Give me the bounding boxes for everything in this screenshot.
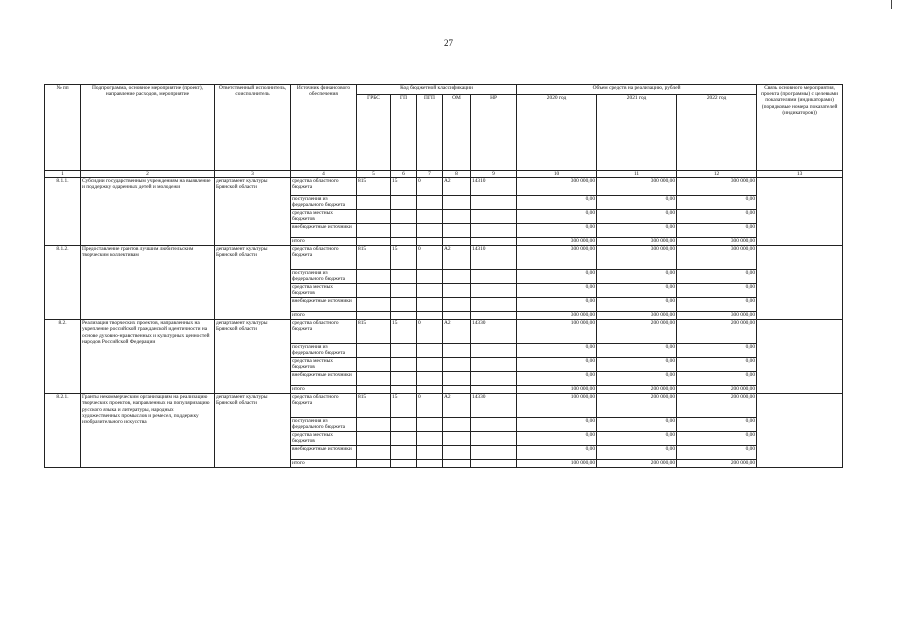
amount-2022: 0,00 <box>677 298 757 312</box>
header-pgp: ПГП <box>417 95 443 171</box>
source-label: поступления из федерального бюджета <box>291 196 357 210</box>
code-om <box>443 386 471 394</box>
code-pgp <box>417 238 443 246</box>
amount-2020: 100 000,00 <box>517 460 597 468</box>
code-om <box>443 196 471 210</box>
code-nr <box>471 372 517 386</box>
code-pgp <box>417 224 443 238</box>
code-grbs <box>357 210 391 224</box>
code-gp <box>391 344 417 358</box>
source-label: средства областного бюджета <box>291 320 357 344</box>
code-grbs <box>357 312 391 320</box>
code-gp <box>391 210 417 224</box>
code-gp: 15 <box>391 320 417 344</box>
amount-2020: 0,00 <box>517 372 597 386</box>
column-number: 9 <box>471 171 517 178</box>
amount-2022: 200 000,00 <box>677 394 757 418</box>
code-nr <box>471 238 517 246</box>
indicator-link <box>757 178 843 246</box>
source-label: поступления из федерального бюджета <box>291 418 357 432</box>
header-gp: ГП <box>391 95 417 171</box>
amount-2020: 0,00 <box>517 432 597 446</box>
item-name: Гранты некоммерческим организациям на реализацию творческих проектов, направленных на популяризацию русского языка и литературы, народных художественных промыслов и ремесел, поддержку изобразительного искусства <box>81 394 215 468</box>
code-grbs <box>357 418 391 432</box>
amount-2022: 0,00 <box>677 210 757 224</box>
code-gp <box>391 312 417 320</box>
item-name: Предоставление грантов лучшим любительским творческим коллективам <box>81 246 215 320</box>
code-nr <box>471 312 517 320</box>
code-gp <box>391 270 417 284</box>
code-grbs <box>357 386 391 394</box>
code-pgp <box>417 196 443 210</box>
amount-2022: 0,00 <box>677 446 757 460</box>
code-nr <box>471 432 517 446</box>
column-number: 11 <box>597 171 677 178</box>
source-label: поступления из федерального бюджета <box>291 344 357 358</box>
code-om <box>443 446 471 460</box>
code-pgp <box>417 386 443 394</box>
code-pgp <box>417 210 443 224</box>
code-grbs <box>357 196 391 210</box>
amount-2022: 0,00 <box>677 372 757 386</box>
source-label: внебюджетные источники <box>291 446 357 460</box>
source-row <box>45 246 843 270</box>
indicator-link <box>757 246 843 320</box>
amount-2020: 0,00 <box>517 196 597 210</box>
amount-2022: 300 000,00 <box>677 238 757 246</box>
amount-2021: 200 000,00 <box>597 394 677 418</box>
amount-2021: 0,00 <box>597 298 677 312</box>
amount-2020: 0,00 <box>517 224 597 238</box>
amount-2020: 0,00 <box>517 418 597 432</box>
code-pgp <box>417 372 443 386</box>
code-om: А2 <box>443 178 471 196</box>
source-label: внебюджетные источники <box>291 224 357 238</box>
source-label: средства местных бюджетов <box>291 432 357 446</box>
amount-2022: 300 000,00 <box>677 246 757 270</box>
code-grbs: 815 <box>357 320 391 344</box>
amount-2020: 0,00 <box>517 270 597 284</box>
item-number: 8.2.1. <box>45 394 81 468</box>
column-number: 10 <box>517 171 597 178</box>
header-nr: НР <box>471 95 517 171</box>
code-nr <box>471 446 517 460</box>
column-number: 5 <box>357 171 391 178</box>
amount-2022: 300 000,00 <box>677 178 757 196</box>
amount-2021: 300 000,00 <box>597 312 677 320</box>
code-nr <box>471 284 517 298</box>
code-pgp <box>417 432 443 446</box>
source-row <box>45 320 843 344</box>
item-name: Реализация творческих проектов, направленных на укрепление российской гражданской идентичности на основе духовно-нравственных и культурных ценностей народов Российской Федерации <box>81 320 215 394</box>
amount-2022: 0,00 <box>677 196 757 210</box>
code-nr <box>471 270 517 284</box>
header-om: ОМ <box>443 95 471 171</box>
code-gp <box>391 284 417 298</box>
header-link: Связь основного мероприятия, проекта (программы) с целевыми показателями (индикаторами) (порядковые номера показателей (индикаторов)) <box>757 85 843 171</box>
code-om: А2 <box>443 246 471 270</box>
code-gp <box>391 432 417 446</box>
code-gp <box>391 372 417 386</box>
code-gp <box>391 238 417 246</box>
code-om <box>443 210 471 224</box>
code-nr <box>471 210 517 224</box>
amount-2021: 0,00 <box>597 344 677 358</box>
item-name: Субсидии государственным учреждениям на выявление и поддержку одаренных детей и молодежи <box>81 178 215 246</box>
code-nr <box>471 460 517 468</box>
source-row <box>45 394 843 418</box>
source-label: итого <box>291 460 357 468</box>
column-number: 12 <box>677 171 757 178</box>
code-om <box>443 418 471 432</box>
column-number: 6 <box>391 171 417 178</box>
amount-2020: 100 000,00 <box>517 320 597 344</box>
code-pgp <box>417 358 443 372</box>
code-nr: 14310 <box>471 178 517 196</box>
code-pgp <box>417 284 443 298</box>
source-label: средства местных бюджетов <box>291 284 357 298</box>
amount-2021: 0,00 <box>597 432 677 446</box>
code-grbs <box>357 460 391 468</box>
code-pgp <box>417 298 443 312</box>
code-gp <box>391 298 417 312</box>
code-nr: 14330 <box>471 394 517 418</box>
column-number: 8 <box>443 171 471 178</box>
column-number: 3 <box>215 171 291 178</box>
amount-2021: 300 000,00 <box>597 238 677 246</box>
amount-2020: 100 000,00 <box>517 386 597 394</box>
source-label: средства местных бюджетов <box>291 358 357 372</box>
code-gp <box>391 446 417 460</box>
code-grbs <box>357 270 391 284</box>
budget-table <box>44 84 843 468</box>
code-om <box>443 344 471 358</box>
code-om <box>443 432 471 446</box>
header-budget-code: Код бюджетной классификации <box>357 85 517 95</box>
amount-2022: 200 000,00 <box>677 460 757 468</box>
amount-2022: 0,00 <box>677 284 757 298</box>
amount-2020: 0,00 <box>517 284 597 298</box>
amount-2021: 0,00 <box>597 196 677 210</box>
source-label: внебюджетные источники <box>291 372 357 386</box>
item-responsible: департамент культуры Брянской области <box>215 246 291 320</box>
amount-2021: 0,00 <box>597 446 677 460</box>
source-label: поступления из федерального бюджета <box>291 270 357 284</box>
code-om <box>443 460 471 468</box>
header-2021: 2021 год <box>597 95 677 171</box>
amount-2020: 300 000,00 <box>517 178 597 196</box>
item-responsible: департамент культуры Брянской области <box>215 394 291 468</box>
item-number: 8.1.1. <box>45 178 81 246</box>
code-om: А2 <box>443 320 471 344</box>
source-label: средства областного бюджета <box>291 394 357 418</box>
code-gp: 15 <box>391 178 417 196</box>
code-nr <box>471 344 517 358</box>
page-number: 27 <box>444 38 453 48</box>
amount-2021: 0,00 <box>597 358 677 372</box>
code-pgp: 0 <box>417 320 443 344</box>
code-gp: 15 <box>391 394 417 418</box>
code-pgp <box>417 312 443 320</box>
amount-2021: 200 000,00 <box>597 460 677 468</box>
code-nr <box>471 196 517 210</box>
header-source: Источник финансового обеспечения <box>291 85 357 171</box>
code-grbs <box>357 224 391 238</box>
amount-2020: 0,00 <box>517 298 597 312</box>
code-om <box>443 312 471 320</box>
code-nr <box>471 418 517 432</box>
item-number: 8.1.2. <box>45 246 81 320</box>
table-body <box>45 178 843 468</box>
column-number-row <box>45 171 843 178</box>
amount-2020: 100 000,00 <box>517 394 597 418</box>
indicator-link <box>757 394 843 468</box>
amount-2020: 0,00 <box>517 446 597 460</box>
code-grbs <box>357 358 391 372</box>
amount-2021: 0,00 <box>597 270 677 284</box>
amount-2022: 0,00 <box>677 270 757 284</box>
header-2022: 2022 год <box>677 95 757 171</box>
header-amount: Объем средств на реализацию, рублей <box>517 85 757 95</box>
code-nr: 14310 <box>471 246 517 270</box>
code-grbs <box>357 432 391 446</box>
code-grbs: 815 <box>357 394 391 418</box>
column-number: 2 <box>81 171 215 178</box>
code-nr <box>471 298 517 312</box>
amount-2021: 0,00 <box>597 372 677 386</box>
code-om <box>443 298 471 312</box>
source-label: итого <box>291 238 357 246</box>
amount-2022: 0,00 <box>677 358 757 372</box>
amount-2020: 300 000,00 <box>517 246 597 270</box>
amount-2021: 0,00 <box>597 418 677 432</box>
amount-2022: 200 000,00 <box>677 320 757 344</box>
column-number: 4 <box>291 171 357 178</box>
amount-2021: 0,00 <box>597 210 677 224</box>
code-om <box>443 224 471 238</box>
amount-2020: 300 000,00 <box>517 312 597 320</box>
column-number: 7 <box>417 171 443 178</box>
code-pgp <box>417 446 443 460</box>
code-pgp <box>417 344 443 358</box>
code-om <box>443 358 471 372</box>
column-number: 13 <box>757 171 843 178</box>
amount-2021: 0,00 <box>597 284 677 298</box>
code-pgp <box>417 270 443 284</box>
code-nr <box>471 224 517 238</box>
amount-2022: 0,00 <box>677 418 757 432</box>
header-no: № пп <box>45 85 81 171</box>
code-grbs <box>357 344 391 358</box>
code-pgp: 0 <box>417 246 443 270</box>
amount-2020: 0,00 <box>517 344 597 358</box>
code-nr <box>471 386 517 394</box>
amount-2022: 200 000,00 <box>677 386 757 394</box>
code-gp <box>391 386 417 394</box>
code-om <box>443 238 471 246</box>
code-gp <box>391 358 417 372</box>
amount-2022: 0,00 <box>677 344 757 358</box>
source-label: внебюджетные источники <box>291 298 357 312</box>
header-responsible: Ответственный исполнитель, соисполнитель <box>215 85 291 171</box>
amount-2021: 300 000,00 <box>597 246 677 270</box>
code-om <box>443 284 471 298</box>
source-row <box>45 178 843 196</box>
source-label: средства областного бюджета <box>291 246 357 270</box>
source-label: итого <box>291 386 357 394</box>
code-grbs: 815 <box>357 246 391 270</box>
code-pgp: 0 <box>417 178 443 196</box>
amount-2021: 0,00 <box>597 224 677 238</box>
amount-2022: 0,00 <box>677 224 757 238</box>
header-grbs: ГРБС <box>357 95 391 171</box>
code-grbs <box>357 284 391 298</box>
header-program: Подпрограмма, основное мероприятие (проект), направление расходов, мероприятие <box>81 85 215 171</box>
scan-edge-mark <box>891 0 892 9</box>
amount-2020: 300 000,00 <box>517 238 597 246</box>
amount-2022: 300 000,00 <box>677 312 757 320</box>
code-gp: 15 <box>391 246 417 270</box>
code-nr <box>471 358 517 372</box>
code-grbs <box>357 372 391 386</box>
amount-2021: 300 000,00 <box>597 178 677 196</box>
code-grbs <box>357 238 391 246</box>
amount-2022: 0,00 <box>677 432 757 446</box>
source-label: средства областного бюджета <box>291 178 357 196</box>
code-om: А2 <box>443 394 471 418</box>
amount-2021: 200 000,00 <box>597 386 677 394</box>
code-gp <box>391 460 417 468</box>
item-responsible: департамент культуры Брянской области <box>215 320 291 394</box>
amount-2020: 0,00 <box>517 210 597 224</box>
code-gp <box>391 418 417 432</box>
code-pgp: 0 <box>417 394 443 418</box>
code-nr: 14330 <box>471 320 517 344</box>
code-gp <box>391 196 417 210</box>
column-number: 1 <box>45 171 81 178</box>
header-2020: 2020 год <box>517 95 597 171</box>
code-pgp <box>417 418 443 432</box>
code-om <box>443 372 471 386</box>
source-label: средства местных бюджетов <box>291 210 357 224</box>
code-grbs <box>357 298 391 312</box>
code-grbs: 815 <box>357 178 391 196</box>
code-grbs <box>357 446 391 460</box>
item-responsible: департамент культуры Брянской области <box>215 178 291 246</box>
amount-2020: 0,00 <box>517 358 597 372</box>
code-om <box>443 270 471 284</box>
code-pgp <box>417 460 443 468</box>
amount-2021: 200 000,00 <box>597 320 677 344</box>
source-label: итого <box>291 312 357 320</box>
code-gp <box>391 224 417 238</box>
item-number: 8.2. <box>45 320 81 394</box>
indicator-link <box>757 320 843 394</box>
